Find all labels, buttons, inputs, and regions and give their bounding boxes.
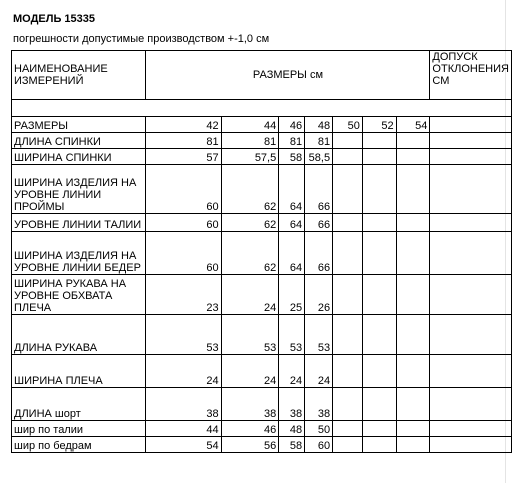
tolerance-cell: [430, 117, 512, 133]
tolerance-cell: [430, 165, 512, 214]
cell-value: [396, 315, 430, 355]
cell-value: 66: [305, 214, 333, 232]
cell-value: [333, 355, 363, 388]
row-label: ДЛИНА РУКАВА: [12, 315, 146, 355]
cell-value: 53: [279, 315, 305, 355]
cell-value: [396, 421, 430, 437]
tolerance-cell: [430, 315, 512, 355]
cell-value: 24: [279, 355, 305, 388]
header-tolerance: ДОПУСК ОТКЛОНЕНИЯ СМ: [430, 51, 512, 100]
cell-value: 48: [279, 421, 305, 437]
header-measurement-name: НАИМЕНОВАНИЕ ИЗМЕРЕНИЙ: [12, 51, 146, 100]
cell-value: 24: [146, 355, 221, 388]
cell-value: 62: [221, 214, 279, 232]
cell-value: 38: [279, 388, 305, 421]
table-row: [12, 315, 512, 355]
cell-value: [362, 388, 396, 421]
table-row: [12, 275, 512, 315]
cell-value: [396, 214, 430, 232]
cell-value: [362, 133, 396, 149]
tolerance-cell: [430, 388, 512, 421]
table-row: [12, 214, 512, 232]
cell-value: 60: [305, 437, 333, 453]
row-label: ШИРИНА РУКАВА НА УРОВНЕ ОБХВАТА ПЛЕЧА: [12, 275, 146, 315]
cell-value: 64: [279, 165, 305, 214]
table-row: [12, 355, 512, 388]
row-label: ДЛИНА шорт: [12, 388, 146, 421]
cell-value: 54: [146, 437, 221, 453]
cell-value: 81: [146, 133, 221, 149]
cell-value: 81: [305, 133, 333, 149]
table-row: [12, 421, 512, 437]
cell-value: 24: [221, 275, 279, 315]
cell-value: 60: [146, 232, 221, 275]
cell-value: [362, 355, 396, 388]
cell-value: [333, 437, 363, 453]
cell-value: 26: [305, 275, 333, 315]
tolerance-cell: [430, 133, 512, 149]
table-row: [12, 165, 512, 214]
cell-value: [333, 315, 363, 355]
cell-value: [396, 149, 430, 165]
cell-value: 62: [221, 232, 279, 275]
table-row: [12, 117, 512, 133]
cell-value: 50: [333, 117, 363, 133]
cell-value: [362, 315, 396, 355]
row-label: ДЛИНА СПИНКИ: [12, 133, 146, 149]
cell-value: [362, 437, 396, 453]
cell-value: 81: [221, 133, 279, 149]
tolerance-cell: [430, 275, 512, 315]
cell-value: 50: [305, 421, 333, 437]
cell-value: [396, 133, 430, 149]
tolerance-cell: [430, 437, 512, 453]
cell-value: [333, 165, 363, 214]
cell-value: [333, 388, 363, 421]
cell-value: 81: [279, 133, 305, 149]
cell-value: 66: [305, 165, 333, 214]
row-label: шир по бедрам: [12, 437, 146, 453]
cell-value: [362, 149, 396, 165]
cell-value: 64: [279, 232, 305, 275]
cell-value: 25: [279, 275, 305, 315]
cell-value: 66: [305, 232, 333, 275]
cell-value: 44: [221, 117, 279, 133]
cell-value: [362, 232, 396, 275]
row-label: ШИРИНА ПЛЕЧА: [12, 355, 146, 388]
cell-value: 60: [146, 214, 221, 232]
cell-value: 57,5: [221, 149, 279, 165]
cell-value: 53: [146, 315, 221, 355]
tolerance-cell: [430, 355, 512, 388]
cell-value: 53: [305, 315, 333, 355]
table-row: [12, 388, 512, 421]
header-row: [12, 51, 512, 100]
cell-value: [333, 232, 363, 275]
cell-value: [333, 275, 363, 315]
cell-value: 54: [396, 117, 430, 133]
cell-value: 38: [305, 388, 333, 421]
cell-value: 64: [279, 214, 305, 232]
tolerance-cell: [430, 149, 512, 165]
cell-value: 46: [221, 421, 279, 437]
cell-value: [333, 133, 363, 149]
table-row: [12, 437, 512, 453]
cell-value: 48: [305, 117, 333, 133]
table-row: [12, 232, 512, 275]
model-title: МОДЕЛЬ 15335: [13, 13, 96, 25]
cell-value: 23: [146, 275, 221, 315]
cell-value: 52: [362, 117, 396, 133]
cell-value: 57: [146, 149, 221, 165]
cell-value: 24: [305, 355, 333, 388]
cell-value: [333, 421, 363, 437]
cell-value: 53: [221, 315, 279, 355]
row-label: РАЗМЕРЫ: [12, 117, 146, 133]
cell-value: [362, 421, 396, 437]
row-label: ШИРИНА ИЗДЕЛИЯ НА УРОВНЕ ЛИНИИ БЕДЕР: [12, 232, 146, 275]
cell-value: 38: [221, 388, 279, 421]
tolerance-note: погрешности допустимые производством +-1,0 см: [13, 33, 270, 45]
table-row: [12, 133, 512, 149]
cell-value: [396, 165, 430, 214]
cell-value: 60: [146, 165, 221, 214]
cell-value: 58: [279, 437, 305, 453]
cell-value: 38: [146, 388, 221, 421]
cell-value: 44: [146, 421, 221, 437]
cell-value: [362, 165, 396, 214]
tolerance-cell: [430, 232, 512, 275]
cell-value: 58,5: [305, 149, 333, 165]
spacer-row: [12, 100, 512, 117]
cell-value: [362, 214, 396, 232]
cell-value: 42: [146, 117, 221, 133]
cell-value: [396, 275, 430, 315]
cell-value: 56: [221, 437, 279, 453]
cell-value: [396, 437, 430, 453]
cell-value: [396, 355, 430, 388]
row-label: ШИРИНА ИЗДЕЛИЯ НА УРОВНЕ ЛИНИИ ПРОЙМЫ: [12, 165, 146, 214]
cell-value: 46: [279, 117, 305, 133]
cell-value: 58: [279, 149, 305, 165]
cell-value: [362, 275, 396, 315]
header-sizes: РАЗМЕРЫ см: [146, 51, 430, 100]
cell-value: 62: [221, 165, 279, 214]
table-row: [12, 149, 512, 165]
tolerance-cell: [430, 421, 512, 437]
row-label: УРОВНЕ ЛИНИИ ТАЛИИ: [12, 214, 146, 232]
row-label: шир по талии: [12, 421, 146, 437]
cell-value: [333, 214, 363, 232]
cell-value: [396, 232, 430, 275]
size-table: [11, 50, 512, 453]
cell-value: 24: [221, 355, 279, 388]
cell-value: [396, 388, 430, 421]
tolerance-cell: [430, 214, 512, 232]
row-label: ШИРИНА СПИНКИ: [12, 149, 146, 165]
cell-value: [333, 149, 363, 165]
